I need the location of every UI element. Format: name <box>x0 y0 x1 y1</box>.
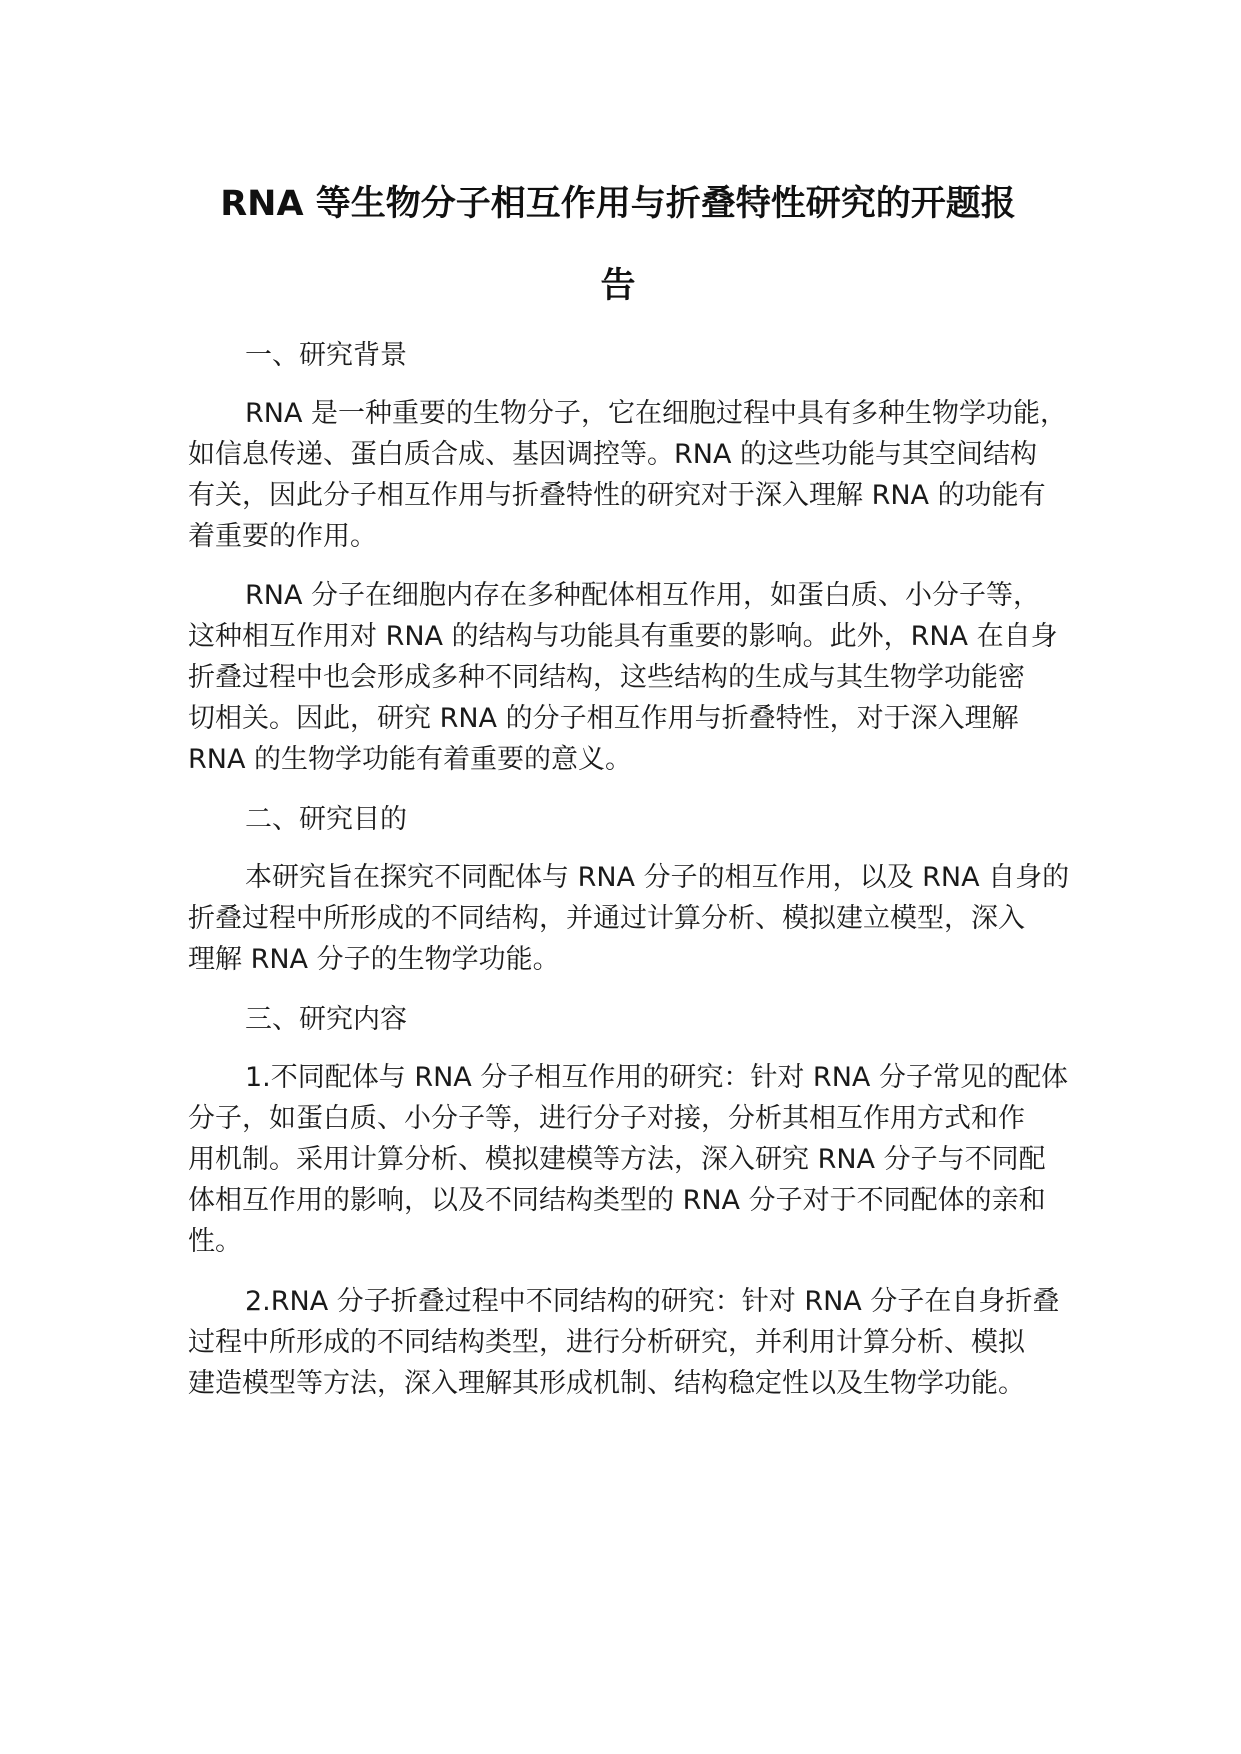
section-heading-content: 三、研究内容 <box>245 1004 407 1035</box>
paragraph-line: 理解 RNA 分子的生物学功能。 <box>188 944 560 975</box>
paragraph-line: 分子，如蛋白质、小分子等，进行分子对接，分析其相互作用方式和作 <box>188 1103 1025 1134</box>
paragraph-line: 如信息传递、蛋白质合成、基因调控等。RNA 的这些功能与其空间结构 <box>188 439 1038 470</box>
paragraph-line: 切相关。因此，研究 RNA 的分子相互作用与折叠特性，对于深入理解 <box>188 703 1019 734</box>
paragraph-line: 1.不同配体与 RNA 分子相互作用的研究：针对 RNA 分子常见的配体 <box>245 1062 1068 1093</box>
paragraph-line: RNA 是一种重要的生物分子，它在细胞过程中具有多种生物学功能， <box>245 398 1068 429</box>
paragraph-line: RNA 分子在细胞内存在多种配体相互作用，如蛋白质、小分子等， <box>245 580 1041 611</box>
paragraph-line: 用机制。采用计算分析、模拟建模等方法，深入研究 RNA 分子与不同配 <box>188 1144 1046 1175</box>
paragraph-line: 着重要的作用。 <box>188 521 377 552</box>
document-title-line-1: RNA 等生物分子相互作用与折叠特性研究的开题报 <box>220 184 1016 224</box>
paragraph-line: 性。 <box>188 1226 242 1257</box>
paragraph-line: 过程中所形成的不同结构类型，进行分析研究，并利用计算分析、模拟 <box>188 1327 1025 1358</box>
document-title-line-2: 告 <box>600 266 636 306</box>
section-heading-background: 一、研究背景 <box>245 340 407 371</box>
paragraph-line: RNA 的生物学功能有着重要的意义。 <box>188 744 633 775</box>
paragraph-line: 本研究旨在探究不同配体与 RNA 分子的相互作用，以及 RNA 自身的 <box>245 862 1070 893</box>
paragraph-line: 折叠过程中所形成的不同结构，并通过计算分析、模拟建立模型，深入 <box>188 903 1025 934</box>
paragraph-line: 2.RNA 分子折叠过程中不同结构的研究：针对 RNA 分子在自身折叠 <box>245 1286 1060 1317</box>
section-heading-purpose: 二、研究目的 <box>245 804 407 835</box>
paragraph-line: 建造模型等方法，深入理解其形成机制、结构稳定性以及生物学功能。 <box>188 1368 1025 1399</box>
paragraph-line: 体相互作用的影响，以及不同结构类型的 RNA 分子对于不同配体的亲和 <box>188 1185 1046 1216</box>
paragraph-line: 这种相互作用对 RNA 的结构与功能具有重要的影响。此外，RNA 在自身 <box>188 621 1058 652</box>
paragraph-line: 折叠过程中也会形成多种不同结构，这些结构的生成与其生物学功能密 <box>188 662 1025 693</box>
paragraph-line: 有关，因此分子相互作用与折叠特性的研究对于深入理解 RNA 的功能有 <box>188 480 1046 511</box>
